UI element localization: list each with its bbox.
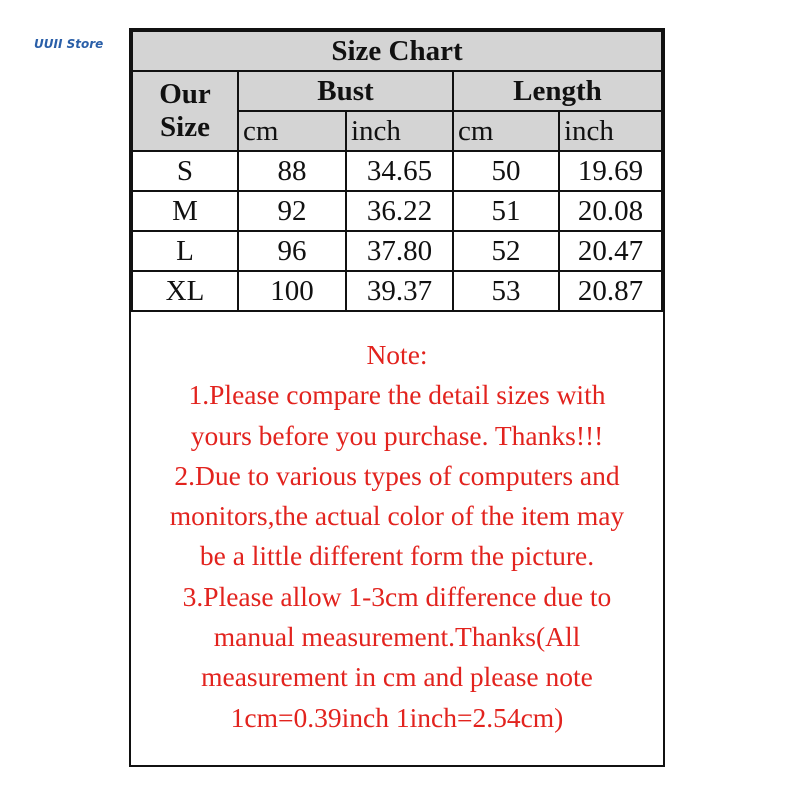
table-cell: 20.87	[559, 271, 662, 311]
table-cell: 88	[238, 151, 346, 191]
table-cell: XL	[132, 271, 238, 311]
table-cell: 19.69	[559, 151, 662, 191]
table-row	[132, 231, 662, 271]
table-cell: 20.47	[559, 231, 662, 271]
note-line: 2.Due to various types of computers and	[174, 459, 620, 491]
note-line: 3.Please allow 1-3cm difference due to	[182, 580, 612, 612]
table-cell: M	[132, 191, 238, 231]
table-title: Size Chart	[132, 31, 662, 71]
table-cell: 52	[453, 231, 559, 271]
unit-header: cm	[238, 111, 346, 151]
table-cell: 96	[238, 231, 346, 271]
table-cell: 53	[453, 271, 559, 311]
note-line: manual measurement.Thanks(All	[213, 621, 581, 653]
note-line: measurement in cm and please note	[201, 661, 593, 693]
size-chart	[129, 28, 665, 767]
table-cell: 92	[238, 191, 346, 231]
table-cell: 100	[238, 271, 346, 311]
size-table	[131, 30, 663, 312]
table-cell: 20.08	[559, 191, 662, 231]
unit-header: inch	[346, 111, 453, 151]
store-logo: UUII Store	[34, 37, 104, 51]
note-line: yours before you purchase. Thanks!!!	[190, 419, 604, 451]
note-line: be a little different form the picture.	[199, 540, 595, 572]
table-row	[132, 191, 662, 231]
table-cell: 37.80	[346, 231, 453, 271]
table-cell: 36.22	[346, 191, 453, 231]
unit-header: cm	[453, 111, 559, 151]
bust-header: Bust	[238, 71, 453, 111]
unit-header: inch	[559, 111, 662, 151]
note-line: 1cm=0.39inch 1inch=2.54cm)	[230, 701, 564, 733]
length-header: Length	[453, 71, 662, 111]
table-cell: 39.37	[346, 271, 453, 311]
note-text	[131, 312, 663, 738]
note-line: Note:	[366, 339, 428, 370]
table-cell: 34.65	[346, 151, 453, 191]
note-line: 1.Please compare the detail sizes with	[188, 379, 606, 411]
table-cell: S	[132, 151, 238, 191]
our-size-header: Our Size	[132, 71, 238, 151]
table-row	[132, 151, 662, 191]
table-cell: 50	[453, 151, 559, 191]
note-line: monitors,the actual color of the item may	[169, 500, 625, 532]
table-cell: 51	[453, 191, 559, 231]
table-row	[132, 271, 662, 311]
table-cell: L	[132, 231, 238, 271]
